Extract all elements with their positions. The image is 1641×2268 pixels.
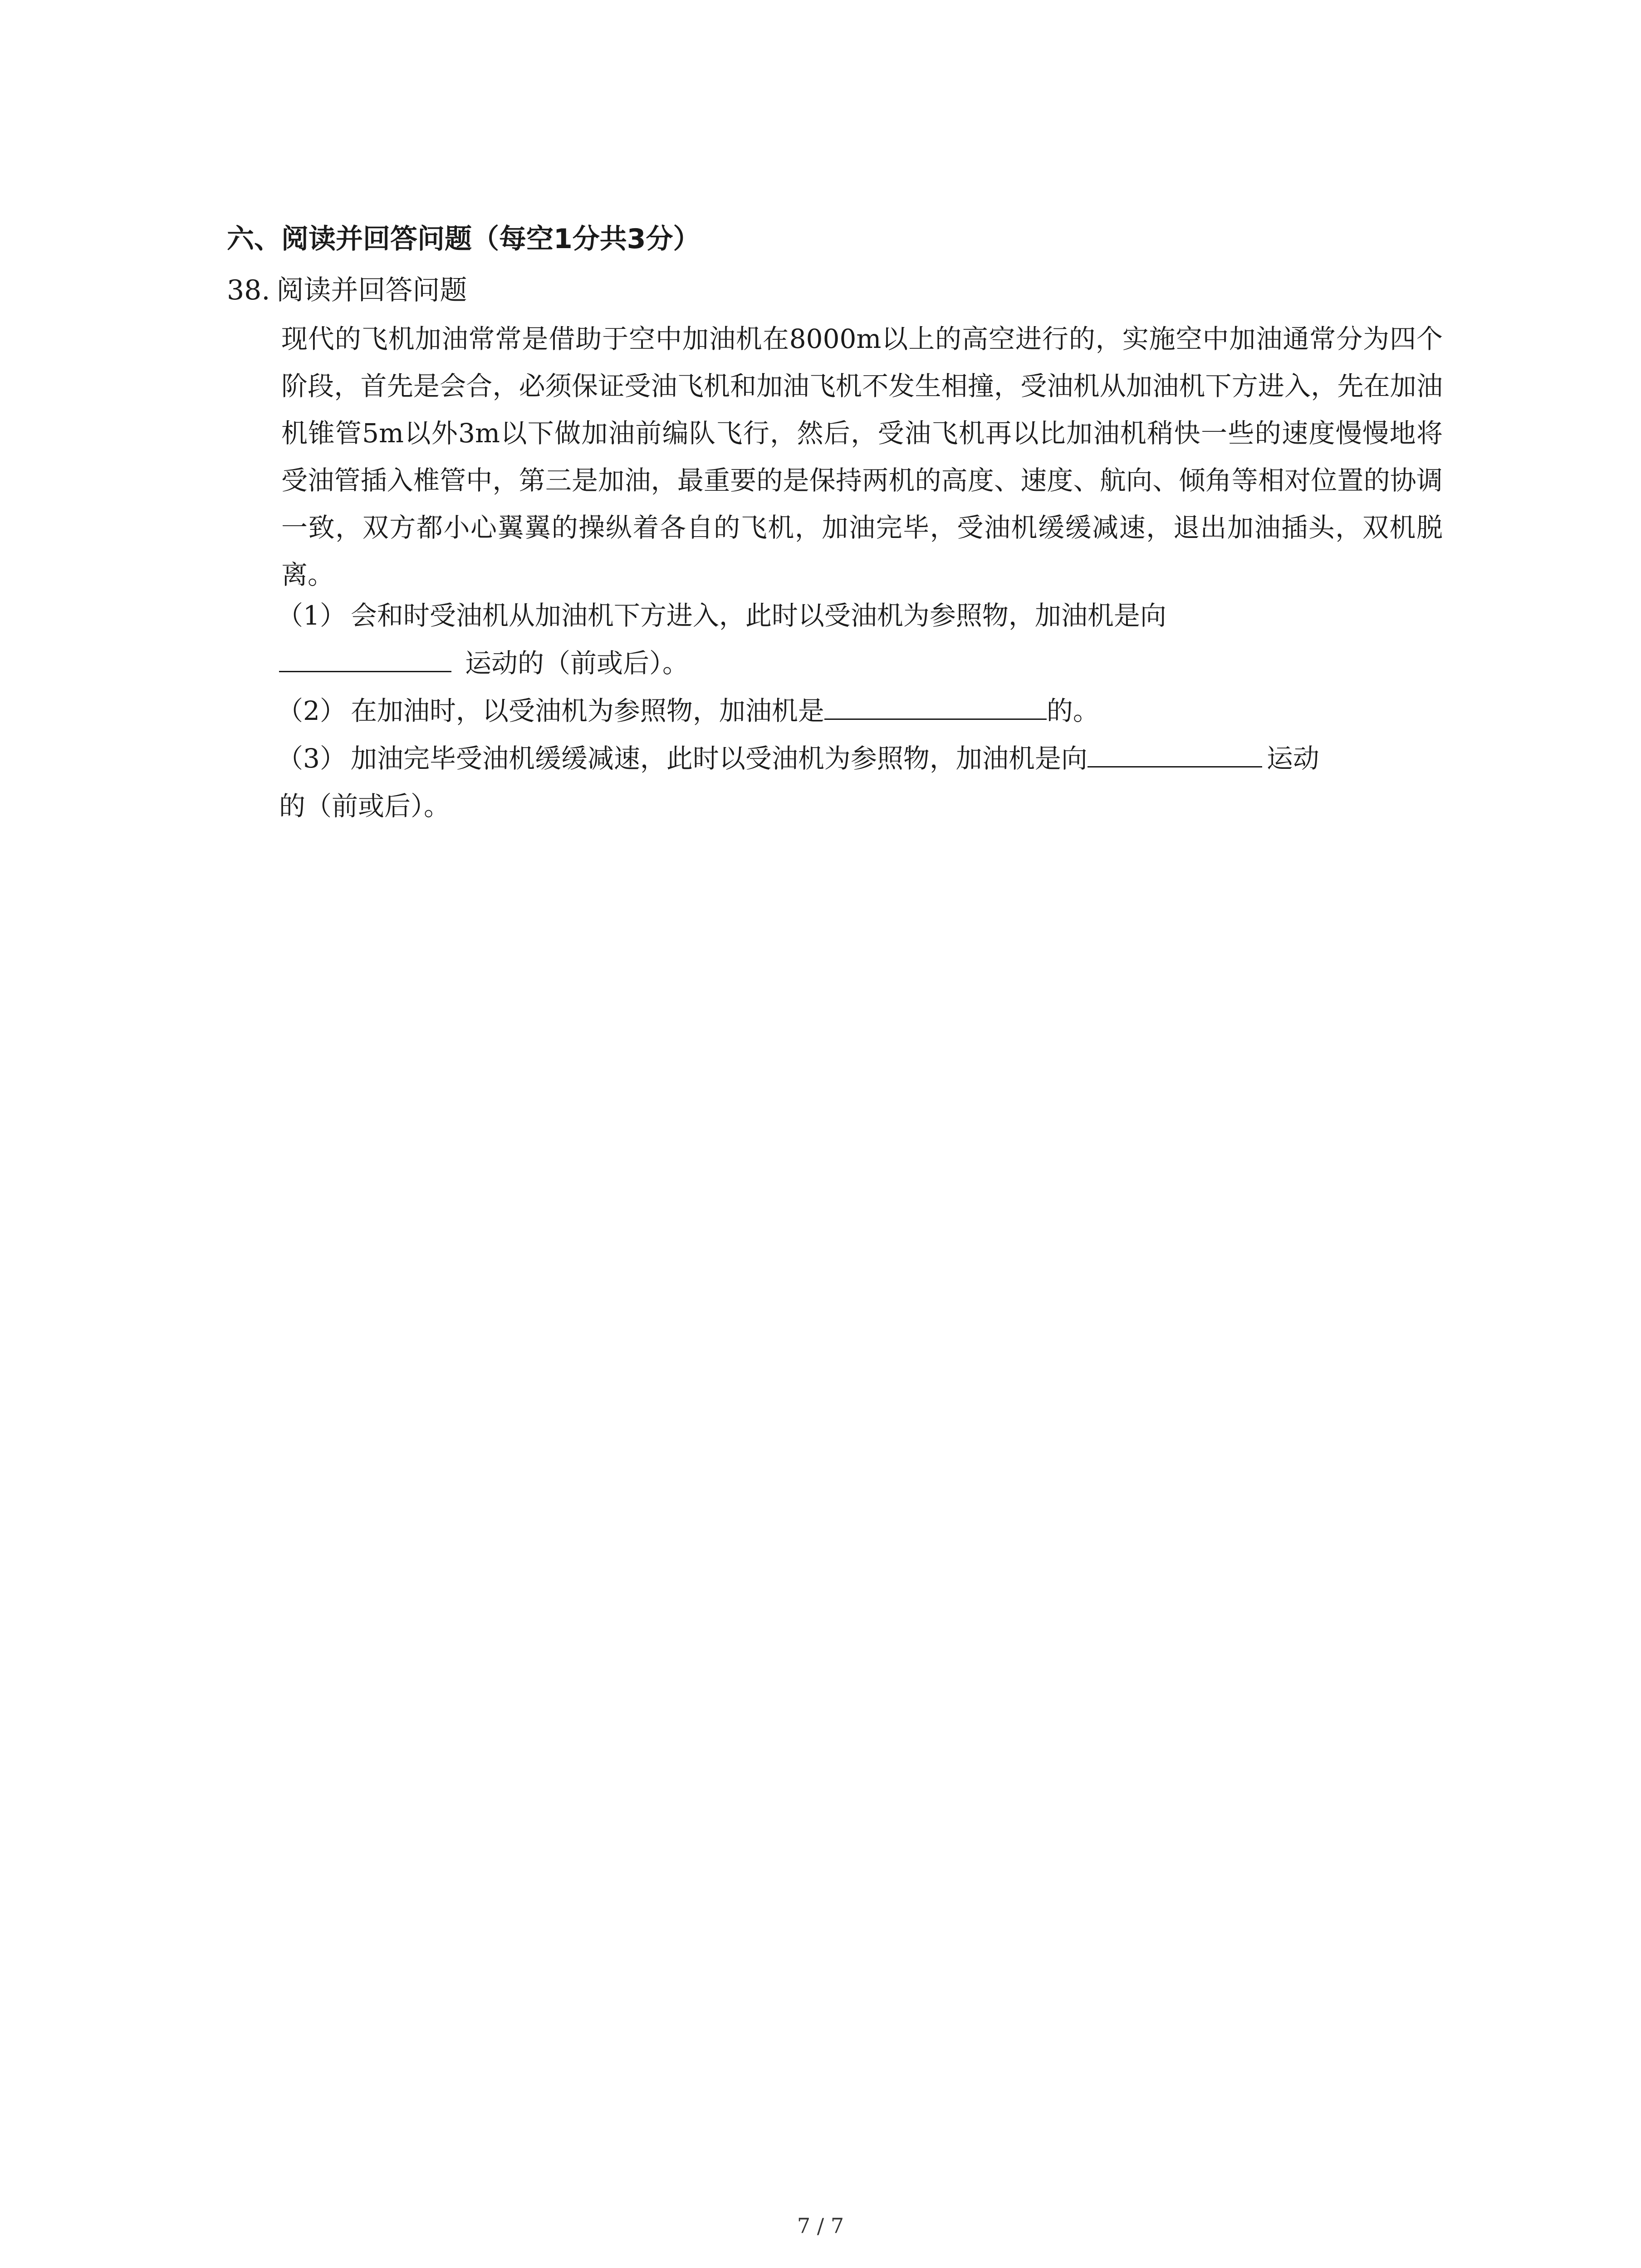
- section-title: 六、阅读并回答问题（每空1分共3分）: [227, 223, 700, 255]
- sub-question-1-text: 会和时受油机从加油机下方进入，此时以受油机为参照物，加油机是向: [350, 600, 1166, 631]
- question-heading-text: 阅读并回答问题: [276, 274, 467, 306]
- sub-question-2-label: （2）: [277, 695, 346, 726]
- answer-blank-1[interactable]: [279, 647, 451, 672]
- sub-question-2-text: 在加油时，以受油机为参照物，加油机是: [350, 695, 824, 726]
- sub-question-3-label: （3）: [277, 743, 346, 774]
- answer-blank-2[interactable]: [824, 695, 1047, 720]
- answer-blank-3[interactable]: [1087, 743, 1262, 767]
- sub-question-3-cont: [279, 782, 450, 830]
- sub-question-1-label: （1）: [277, 600, 346, 631]
- reading-passage: [281, 315, 1443, 598]
- passage-text: 现代的飞机加油常常是借助于空中加油机在8000m以上的高空进行的，实施空中加油通常分为四个阶段，首先是会合，必须保证受油飞机和加油飞机不发生相撞，受油机从加油机下方进入，先在加油机锥管5m以外3m以下做加油前编队飞行，然后，受油飞机再以比加油机稍快一些的速度慢慢地将受油管插入椎管中，第三是加油，最重要的是保持两机的高度、速度、航向、倾角等相对位置的协调一致，双方都小心翼翼的操纵着各自的飞机，加油完毕，受油机缓缓减速，退出加油插头，双机脱离。: [281, 323, 1443, 590]
- sub-question-3-text: 加油完毕受油机缓缓减速，此时以受油机为参照物，加油机是向: [350, 743, 1087, 774]
- sub-question-3-text-cont: 的（前或后）。: [279, 791, 451, 821]
- question-number: 38.: [227, 274, 270, 306]
- sub-question-2-text-after: 的。: [1046, 695, 1099, 726]
- sub-question-3-text-after: 运动: [1266, 743, 1319, 774]
- sub-question-1-cont: [279, 640, 689, 687]
- sub-question-1-text-after: 运动的（前或后）。: [465, 648, 689, 679]
- sub-question-2: [277, 687, 1099, 734]
- sub-question-1: [277, 592, 1166, 639]
- sub-question-3: [277, 735, 1319, 782]
- page-number: 7 / 7: [797, 2214, 844, 2238]
- question-heading: [227, 268, 467, 313]
